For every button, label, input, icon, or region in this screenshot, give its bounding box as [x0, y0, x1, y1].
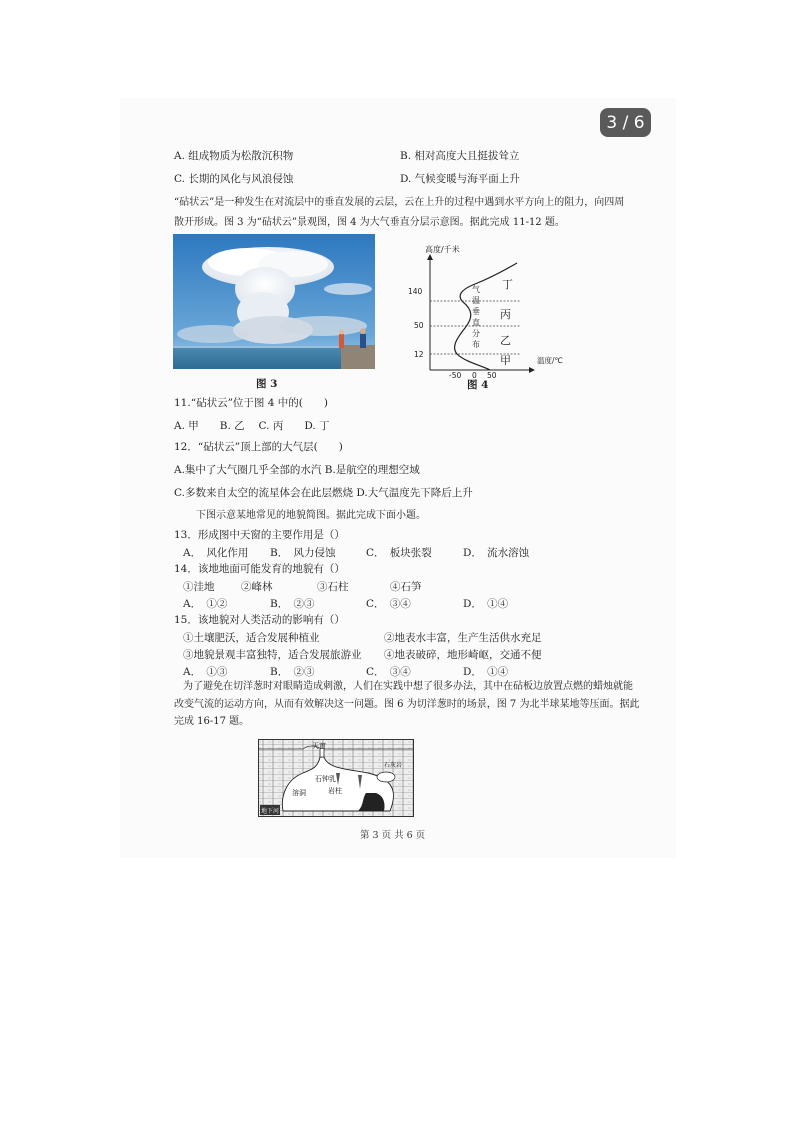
- fig4-ytick-50: 50: [414, 321, 424, 330]
- q10-option-c: C. 长期的风化与风浪侵蚀: [174, 173, 294, 185]
- fig4-vlabel-5: 分: [472, 329, 480, 338]
- fig4-vlabel-2: 温: [472, 296, 480, 305]
- q15-item-4: ④地表破碎，地形崎岖，交通不便: [384, 649, 542, 661]
- fig4-layer-ding: 丁: [502, 278, 513, 291]
- label-stalactite: 石钟乳: [315, 775, 336, 783]
- fig4-ytick-12: 12: [414, 350, 424, 359]
- fig4-layer-yi: 乙: [500, 334, 511, 347]
- q10-option-d: D. 气候变暖与海平面上升: [400, 173, 520, 185]
- figure-4-caption: 图 4: [467, 379, 489, 391]
- q12-options-line1: A.集中了大气圈几乎全部的水汽 B.是航空的理想空域: [174, 464, 420, 476]
- figure-3-anvil-cloud-photo: [173, 234, 375, 369]
- q14-item-4: ④石笋: [390, 581, 422, 593]
- fig4-vlabel-6: 布: [472, 340, 480, 349]
- q14-option-a: A． ①②: [183, 598, 228, 610]
- q13-option-d: D． 流水溶蚀: [463, 547, 530, 559]
- fig4-xtick-neg50: -50: [449, 371, 462, 380]
- q11-stem: 11.“砧状云”位于图 4 中的( ): [174, 397, 328, 409]
- figure-4-atmosphere-layers-chart: [405, 240, 563, 380]
- label-underground-river: 地下河: [261, 808, 280, 815]
- fig4-xtick-0: 0: [472, 371, 477, 380]
- label-skylight: 天窗: [312, 742, 326, 750]
- q14-stem: 14．该地地面可能发育的地貌有（）: [174, 563, 345, 575]
- fig4-x-arrow: [529, 367, 535, 373]
- fig4-xlabel: 温度/℃: [537, 356, 563, 365]
- fig4-vlabel-4: 直: [472, 318, 480, 327]
- q14-option-d: D． ①④: [463, 598, 509, 610]
- label-cave: 溶洞: [292, 789, 306, 797]
- person-figure: [339, 334, 344, 348]
- q15-option-c: C． ③④: [366, 666, 411, 678]
- q13-option-b: B． 风力侵蚀: [270, 547, 336, 559]
- fig4-ylabel: 高度/千米: [425, 245, 460, 254]
- page-footer: 第 3 页 共 6 页: [360, 830, 426, 841]
- q13-stem: 13．形成图中天窗的主要作用是（）: [174, 529, 345, 541]
- q14-item-1: ①洼地: [183, 581, 215, 593]
- q15-item-1: ①土壤肥沃，适合发展种植业: [183, 632, 320, 644]
- q10-option-b: B. 相对高度大且挺拔耸立: [400, 150, 520, 162]
- intro-karst: 下图示意某地常见的地貌简图。据此完成下面小题。: [196, 510, 426, 521]
- small-cavity: [377, 772, 395, 782]
- fig4-vlabel-3: 垂: [472, 307, 480, 316]
- q15-stem: 15．该地貌对人类活动的影响有（）: [174, 614, 345, 626]
- q15-option-a: A． ①③: [183, 666, 228, 678]
- figure-3-caption: 图 3: [256, 378, 278, 390]
- q15-option-b: B． ②③: [270, 666, 315, 678]
- fig4-y-arrow: [427, 254, 433, 260]
- karst-cave-diagram: [258, 739, 414, 817]
- anvil-cloud-image: [173, 234, 375, 369]
- intro-anvil-line1: “砧状云”是一种发生在对流层中的垂直发展的云层，云在上升的过程中遇到水平方向上的阻力，向四周: [174, 197, 625, 208]
- intro-anvil-line2: 散开形成。图 3 为“砧状云”景观图，图 4 为大气垂直分层示意图。据此完成 11-12 题。: [174, 217, 565, 228]
- q15-item-3: ③地貌景观丰富独特，适合发展旅游业: [183, 649, 362, 661]
- fig4-layer-bing: 丙: [500, 308, 511, 321]
- q11-options: A. 甲 B. 乙 C. 丙 D. 丁: [174, 420, 330, 432]
- label-limestone: 石灰岩: [384, 762, 403, 769]
- fig4-xtick-50: 50: [487, 371, 497, 380]
- q14-item-3: ③石柱: [317, 581, 349, 593]
- intro-16-line3: 完成 16-17 题。: [174, 716, 250, 727]
- q15-item-2: ②地表水丰富，生产生活供水充足: [384, 632, 542, 644]
- q14-option-b: B． ②③: [270, 598, 315, 610]
- q13-option-a: A． 风化作用: [183, 547, 249, 559]
- q12-stem: 12．“砧状云”顶上部的大气层( ): [174, 441, 343, 453]
- q14-item-2: ②峰林: [241, 581, 273, 593]
- label-pillar: 岩柱: [328, 787, 342, 795]
- q13-option-c: C． 板块张裂: [366, 547, 432, 559]
- intro-16-line2: 改变气流的运动方向，从而有效解决这一问题。图 6 为切洋葱时的场景，图 7 为北半球某地等压面。据此: [174, 699, 640, 710]
- page-indicator-badge: 3 / 6: [600, 108, 651, 137]
- q10-option-a: A. 组成物质为松散沉积物: [174, 150, 294, 162]
- q12-options-line2: C.多数来自太空的流星体会在此层燃烧 D.大气温度先下降后上升: [174, 487, 473, 499]
- intro-16-line1: 为了避免在切洋葱时对眼睛造成刺激，人们在实践中想了很多办法，其中在砧板边放置点燃的蜡烛就能: [183, 681, 633, 692]
- q14-option-c: C． ③④: [366, 598, 411, 610]
- fig4-layer-jia: 甲: [500, 354, 511, 367]
- fig4-ytick-140: 140: [408, 287, 423, 296]
- skylight-opening: [320, 749, 324, 757]
- fig4-vlabel-1: 气: [472, 285, 480, 294]
- q15-option-d: D． ①④: [463, 666, 509, 678]
